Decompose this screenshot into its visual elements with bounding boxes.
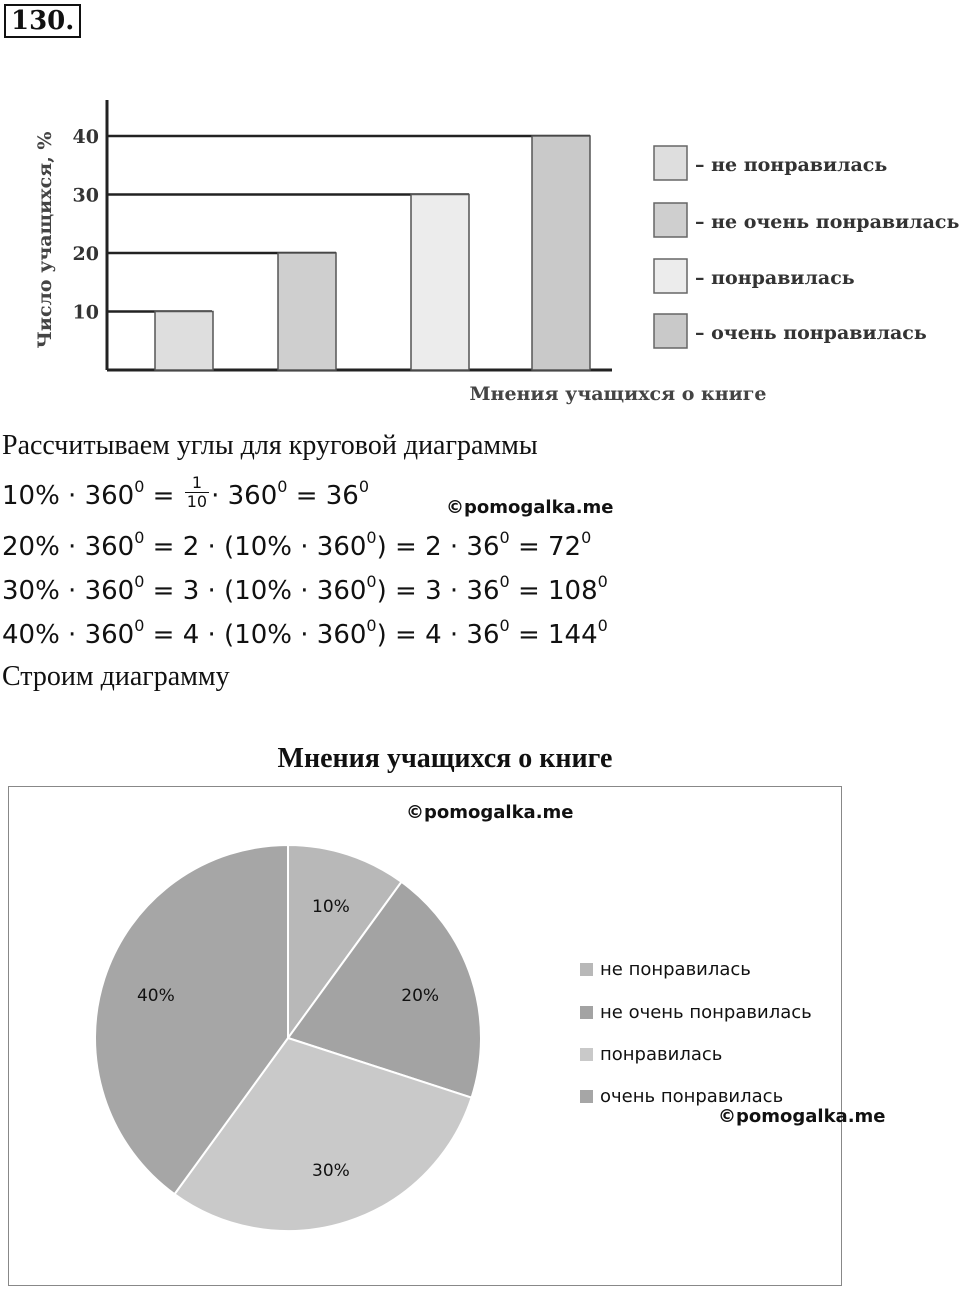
legend-entry: – понравилась bbox=[695, 267, 855, 289]
pie-legend-swatch bbox=[580, 1048, 593, 1061]
legend-entry: – очень понравилась bbox=[695, 322, 927, 344]
equation-1: $10\% \cdot 360^0$ = $\frac{1}{10}$ · $360^0 = 36^0$ bbox=[2, 473, 370, 511]
pie-chart bbox=[8, 786, 842, 1286]
pie-legend-entry: понравилась bbox=[600, 1044, 723, 1065]
y-tick-label: 30 bbox=[72, 184, 99, 207]
outro-text: Строим диаграмму bbox=[2, 661, 230, 692]
slice-label: 40% bbox=[136, 986, 175, 1007]
slice-label: 20% bbox=[401, 986, 440, 1007]
watermark: ©pomogalka.me bbox=[446, 497, 614, 518]
watermark-2: ©pomogalka.me bbox=[406, 802, 574, 823]
legend-swatch bbox=[654, 259, 687, 293]
problem-number: 130. bbox=[4, 4, 81, 38]
y-tick-label: 10 bbox=[72, 301, 99, 324]
equation-4: $40\% \cdot 360^0 = 4 \cdot (10\% \cdot 360^0) = 4 \cdot 36^0 = 144^0$ bbox=[2, 616, 608, 650]
pie-legend-swatch bbox=[580, 1090, 593, 1103]
equation-2: $20\% \cdot 360^0 = 2 \cdot (10\% \cdot 360^0) = 2 \cdot 36^0 = 72^0$ bbox=[2, 528, 592, 562]
y-tick-label: 20 bbox=[72, 243, 99, 265]
legend-swatch bbox=[654, 314, 687, 348]
y-tick-label: 40 bbox=[72, 126, 99, 148]
pie-legend-entry: не понравилась bbox=[600, 959, 751, 980]
legend-entry: – не понравилась bbox=[695, 154, 888, 176]
slice-label: 30% bbox=[312, 1161, 350, 1182]
bar bbox=[278, 253, 336, 370]
legend-swatch bbox=[654, 146, 687, 180]
intro-text: Рассчитываем углы для круговой диаграммы bbox=[2, 430, 538, 461]
y-axis-label: Число учащихся, % bbox=[34, 131, 56, 349]
legend-entry: – не очень понравилась bbox=[695, 211, 960, 233]
pie-legend-swatch bbox=[580, 1006, 593, 1019]
bar bbox=[411, 195, 469, 371]
pie-legend-entry: очень понравилась bbox=[600, 1086, 784, 1107]
bar bbox=[532, 136, 590, 370]
legend-swatch bbox=[654, 203, 687, 237]
bar-chart bbox=[0, 80, 960, 410]
bar bbox=[155, 312, 213, 371]
x-axis-label: Мнения учащихся о книге bbox=[469, 383, 767, 405]
pie-legend-entry: не очень понравилась bbox=[600, 1002, 812, 1023]
equation-3: $30\% \cdot 360^0 = 3 \cdot (10\% \cdot 360^0) = 3 \cdot 36^0 = 108^0$ bbox=[2, 572, 608, 606]
pie-legend-swatch bbox=[580, 963, 593, 976]
pie-title: Мнения учащихся о книге bbox=[277, 743, 613, 774]
slice-label: 10% bbox=[312, 896, 350, 917]
watermark-3: ©pomogalka.me bbox=[718, 1106, 886, 1127]
